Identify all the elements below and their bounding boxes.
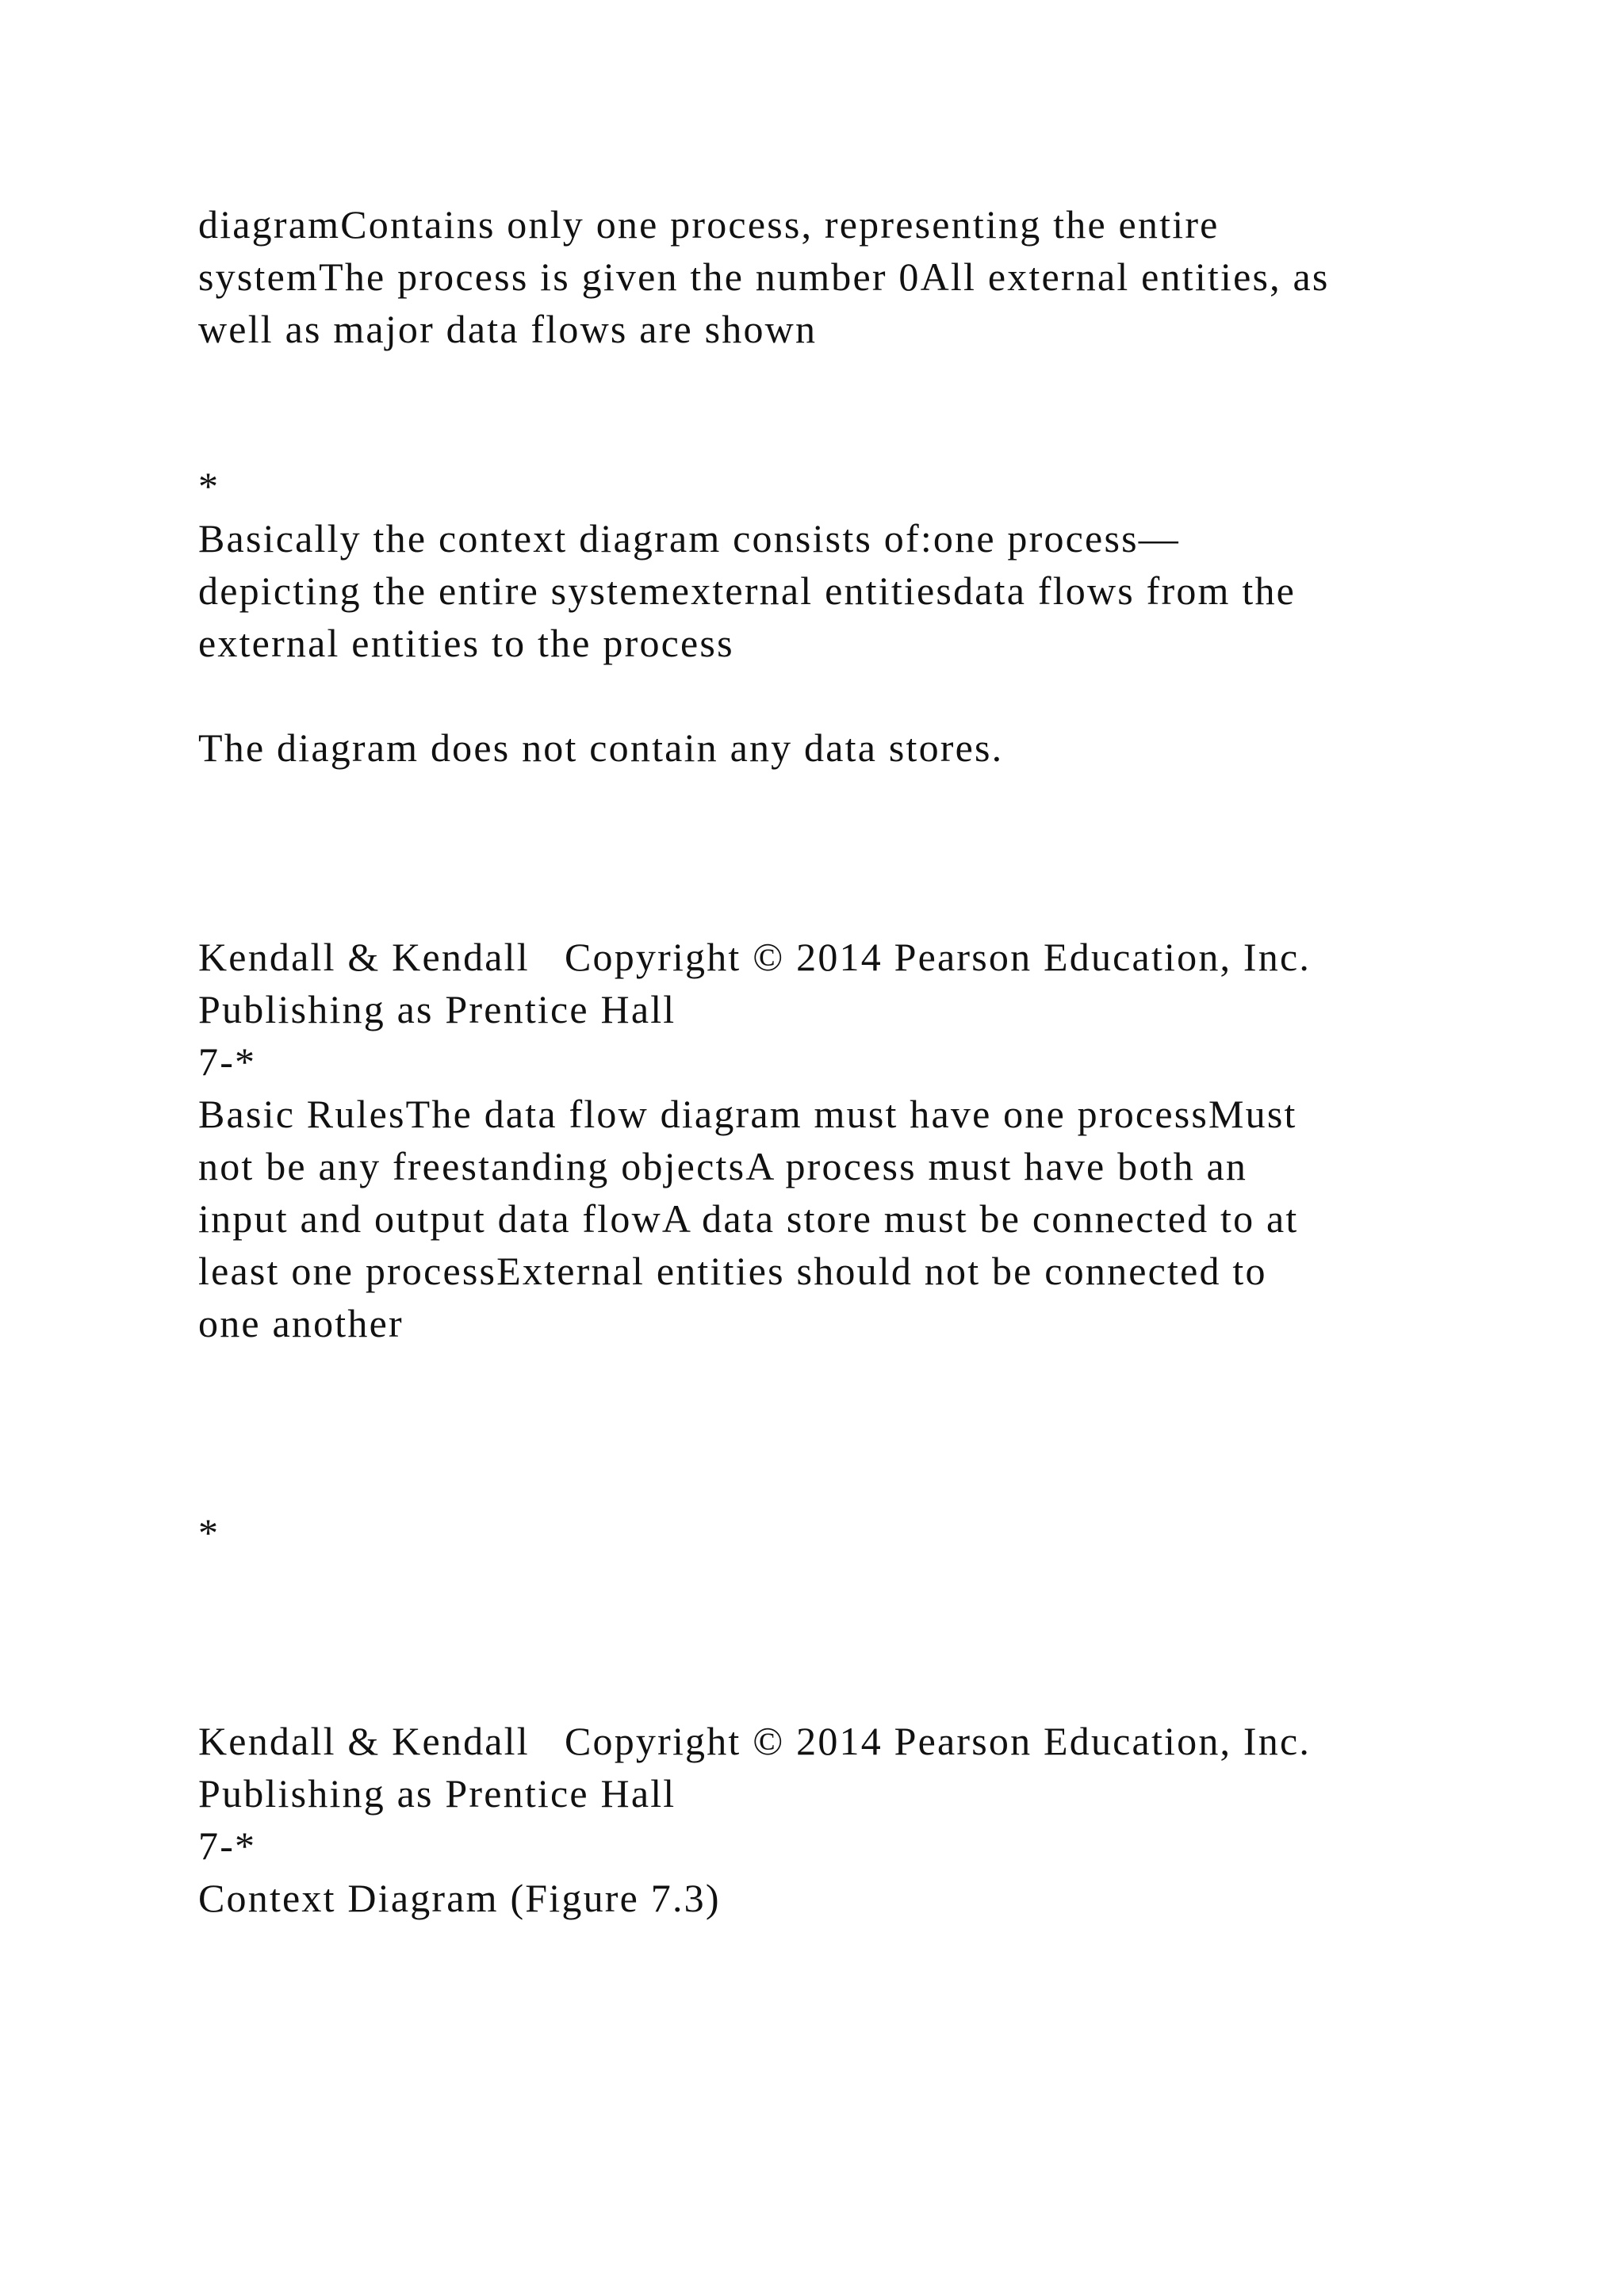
- text-line: diagramContains only one process, representing the entire: [198, 202, 1220, 247]
- text-line: one another: [198, 1301, 404, 1345]
- text-line: The diagram does not contain any data stores.: [198, 725, 1004, 770]
- slide-number: 7-*: [198, 1823, 257, 1868]
- slide-number: 7-*: [198, 1039, 257, 1084]
- asterisk-separator: *: [198, 464, 220, 508]
- copyright-footer: Publishing as Prentice Hall: [198, 1771, 676, 1816]
- copyright-footer: Kendall & Kendall Copyright © 2014 Pearson Education, Inc.: [198, 935, 1312, 979]
- text-line: Basically the context diagram consists of:one process—: [198, 516, 1180, 561]
- text-line: well as major data flows are shown: [198, 307, 818, 351]
- text-line: external entities to the process: [198, 621, 734, 665]
- copyright-footer: Publishing as Prentice Hall: [198, 987, 676, 1031]
- text-line: not be any freestanding objectsA process must have both an: [198, 1144, 1248, 1188]
- text-line: input and output data flowA data store must be connected to at: [198, 1196, 1299, 1241]
- text-line: least one processExternal entities should not be connected to: [198, 1249, 1267, 1293]
- text-line: Basic RulesThe data flow diagram must have one processMust: [198, 1092, 1297, 1136]
- copyright-footer: Kendall & Kendall Copyright © 2014 Pearson Education, Inc.: [198, 1719, 1312, 1763]
- asterisk-separator: *: [198, 1510, 220, 1555]
- text-line: depicting the entire systemexternal entitiesdata flows from the: [198, 568, 1297, 613]
- text-line: systemThe process is given the number 0All external entities, as: [198, 254, 1330, 299]
- section-heading: Context Diagram (Figure 7.3): [198, 1876, 721, 1920]
